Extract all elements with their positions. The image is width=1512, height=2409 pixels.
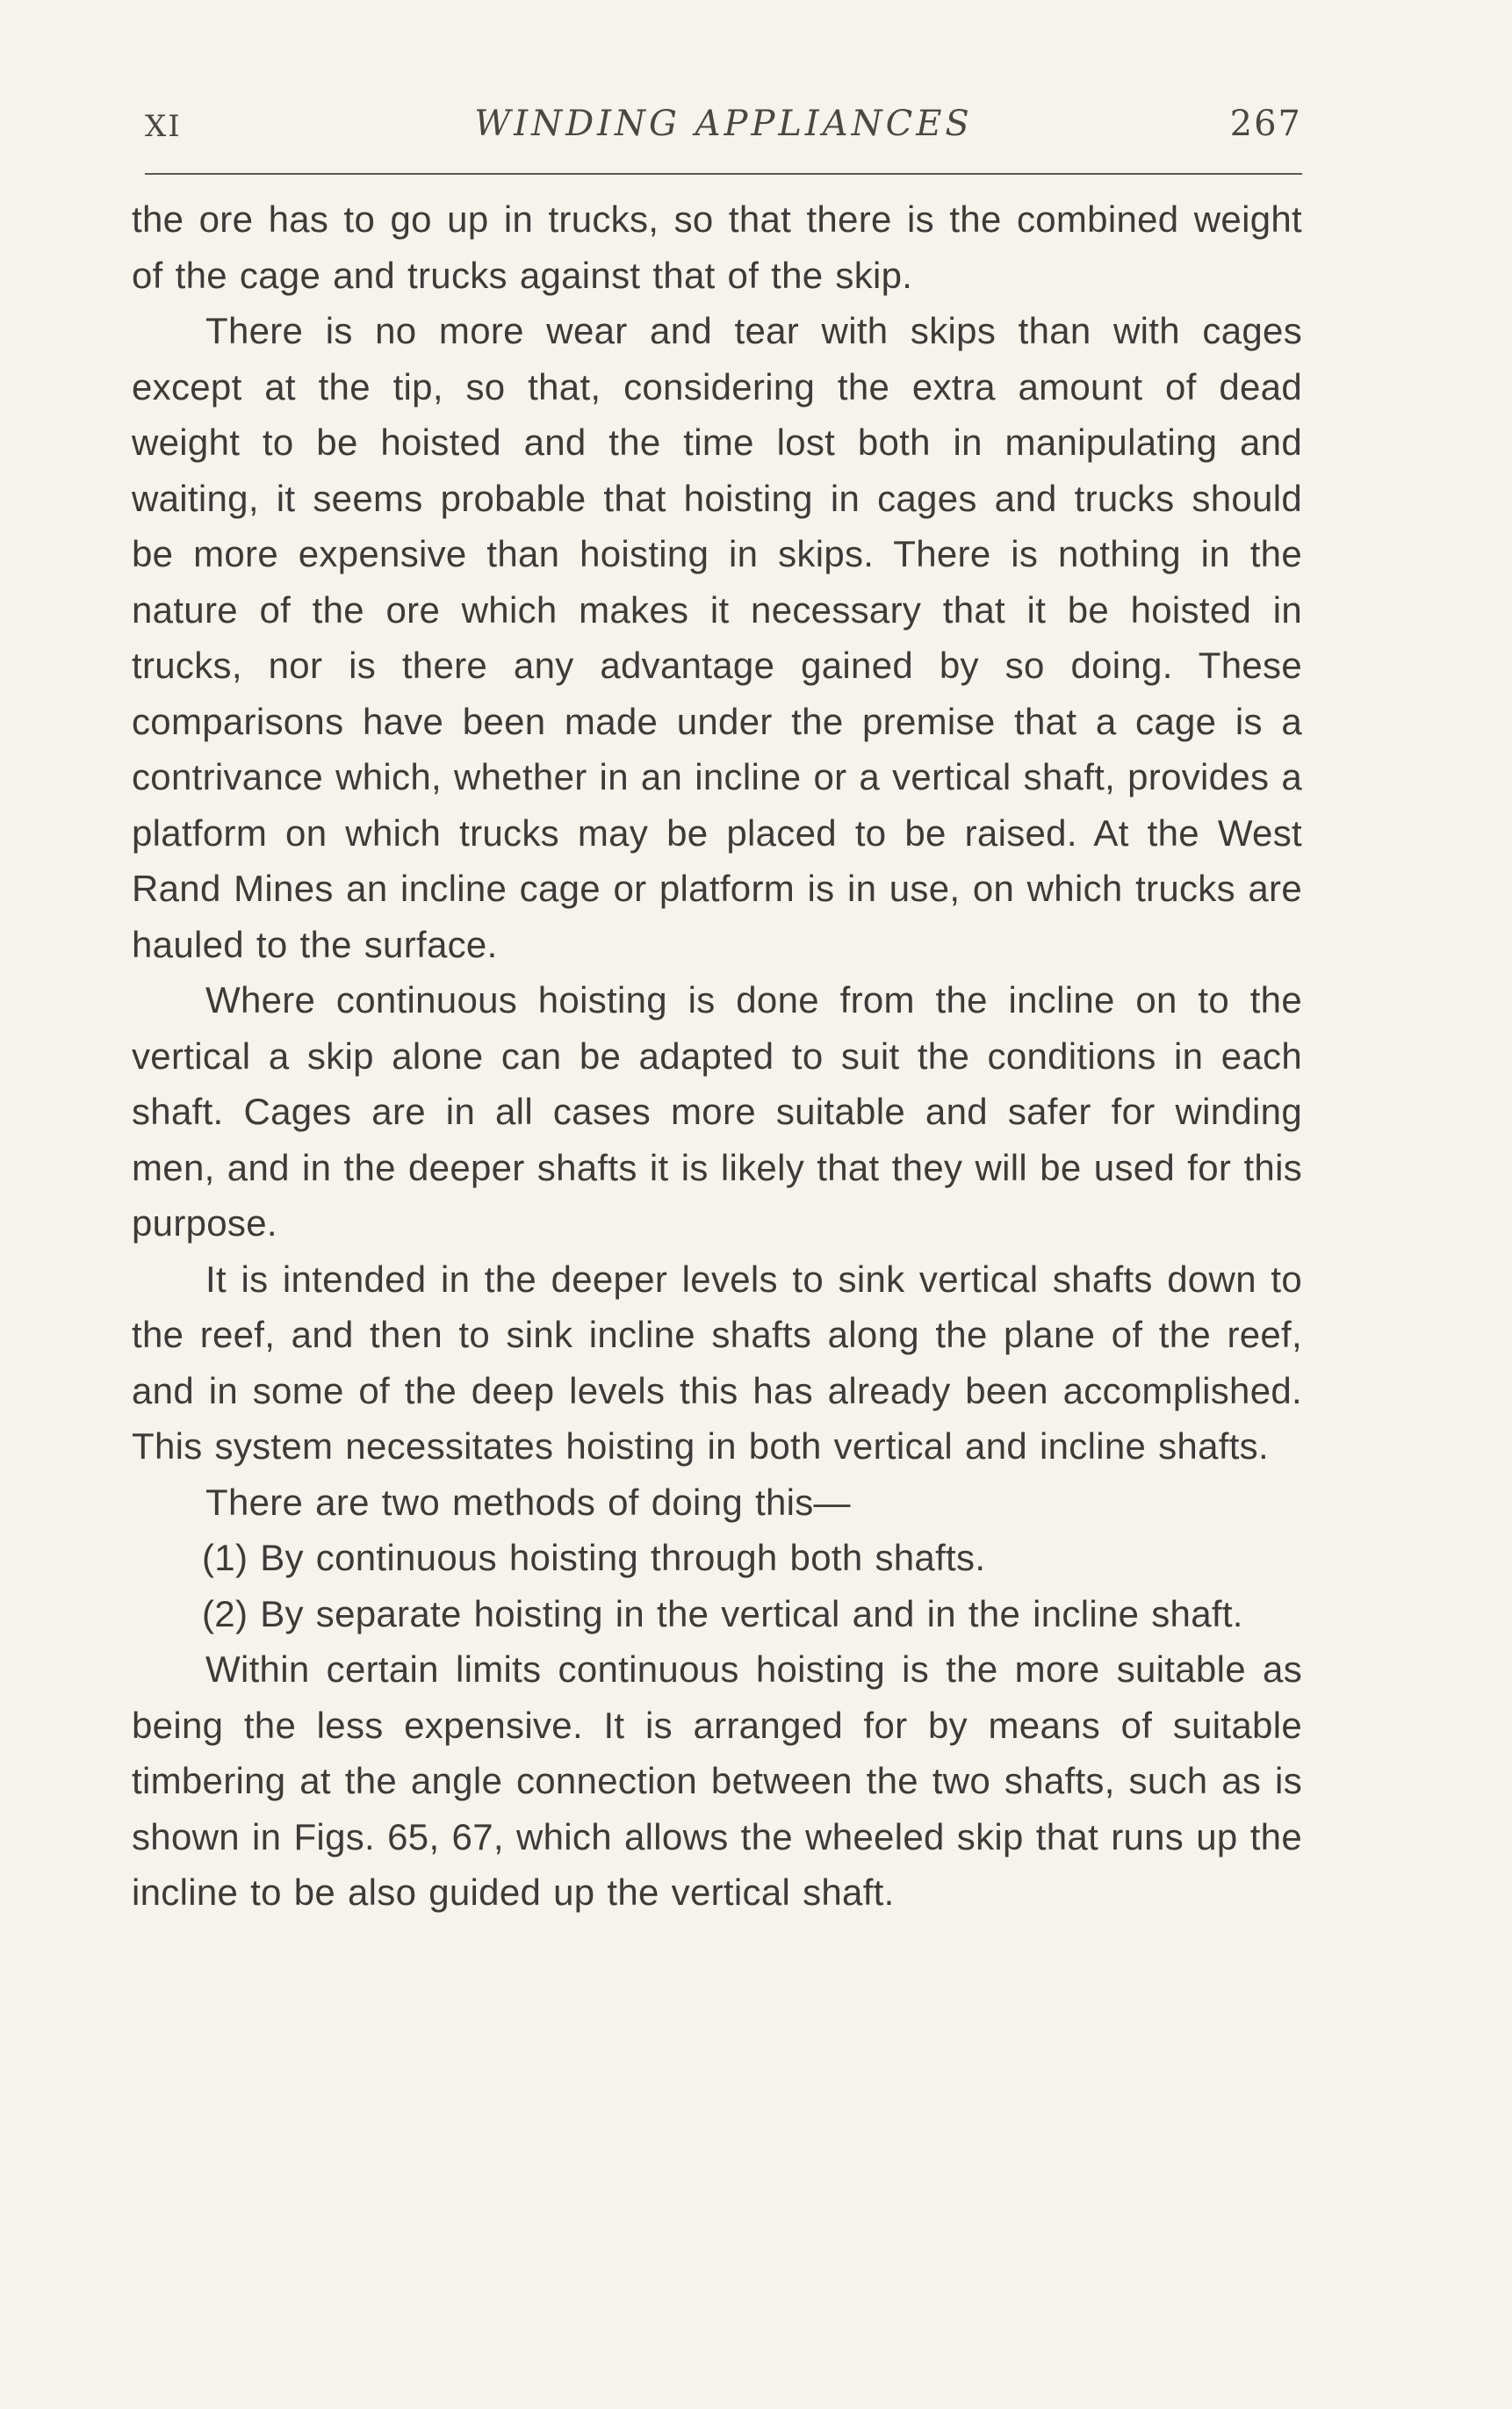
- paragraph: It is intended in the deeper levels to sink vertical shafts down to the reef, and then to sink incline shafts along the plane of the reef, and in some of the deep levels this has already been accomplished. This system necessitates hoisting in both vertical and incline shafts.: [132, 1258, 1302, 1467]
- running-head: [145, 104, 1302, 156]
- paragraph: Where continuous hoisting is done from the incline on to the vertical a skip alone can be adapted to suit the conditions in each shaft. Cages are in all cases more suitable and safer for winding men, and in the deeper shafts it is likely that they will be used for this purpose.: [132, 979, 1302, 1244]
- chapter-number: XI: [145, 109, 182, 144]
- body-text: [132, 191, 1302, 1921]
- list-item: (1) By continuous hoisting through both shafts.: [202, 1537, 986, 1578]
- paragraph: There is no more wear and tear with skips than with cages except at the tip, so that, considering the extra amount of dead weight to be hoisted and the time lost both in manipulating and waiting, it seems probable that hoisting in cages and trucks should be more expensive than hoisting in skips. There is nothing in the nature of the ore which makes it necessary that it be hoisted in trucks, nor is there any advantage gained by so doing. These comparisons have been made under the premise that a cage is a contrivance which, whether in an incline or a vertical shaft, provides a platform on which trucks may be placed to be raised. At the West Rand Mines an incline cage or platform is in use, on which trucks are hauled to the surface.: [132, 310, 1302, 965]
- list-item: (2) By separate hoisting in the vertical and in the incline shaft.: [202, 1592, 1243, 1634]
- paragraph: There are two methods of doing this—: [205, 1481, 851, 1523]
- header-rule: [145, 173, 1302, 175]
- paragraph-continuation: the ore has to go up in trucks, so that there is the combined weight of the cage and trucks against that of the skip.: [132, 198, 1302, 296]
- running-title: WINDING APPLIANCES: [474, 104, 973, 144]
- paragraph: Within certain limits continuous hoisting is the more suitable as being the less expensive. It is arranged for by means of suitable timbering at the angle connection between the two shafts, such as is shown in Figs. 65, 67, which allows the wheeled skip that runs up the incline to be also guided up the vertical shaft.: [132, 1648, 1302, 1913]
- page-number: 267: [1229, 104, 1302, 144]
